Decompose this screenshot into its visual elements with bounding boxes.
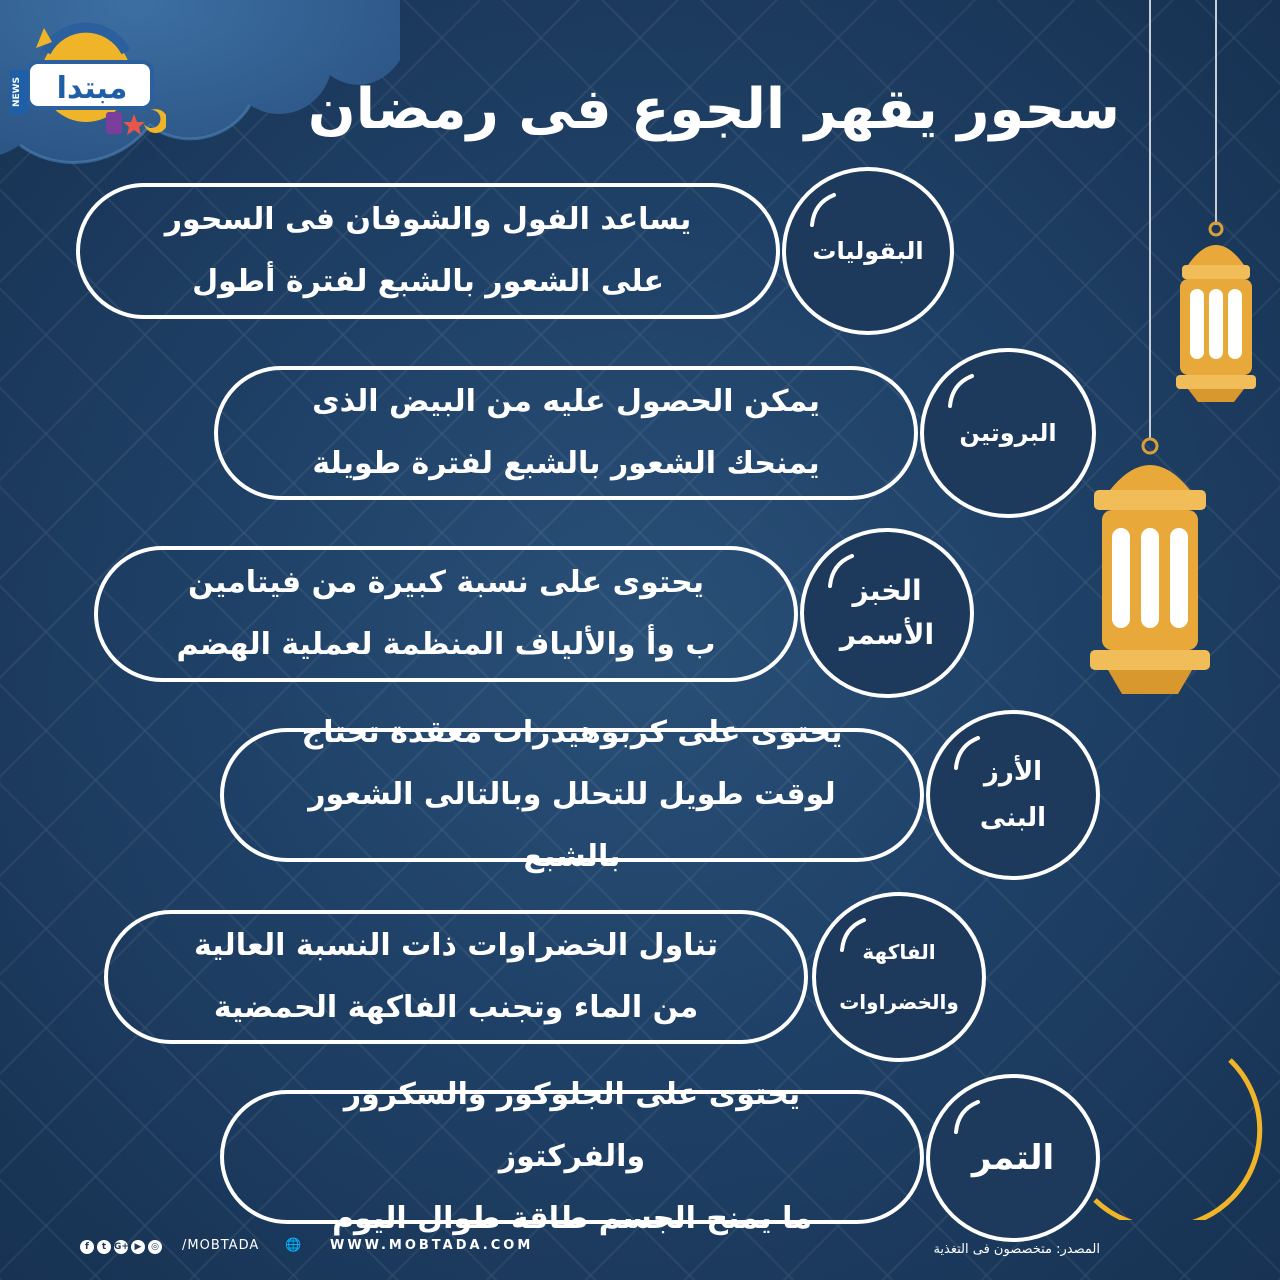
- globe-icon: 🌐: [285, 1238, 302, 1253]
- item-label: البقوليات: [812, 237, 924, 265]
- svg-text:مبتدا: مبتدا: [56, 71, 128, 106]
- item-description: يحتوى على كربوهيدرات معقدة تحتاج لوقت طويل للتحلل وبالتالى الشعور بالشبع: [220, 728, 924, 862]
- item-description: تناول الخضراوات ذات النسبة العالية من الماء وتجنب الفاكهة الحمضية: [104, 910, 808, 1044]
- item-label-line1: الأرز: [983, 757, 1043, 787]
- page-title: سحور يقهر الجوع فى رمضان: [307, 77, 1120, 142]
- footer: [0, 1236, 1280, 1266]
- item-description: يحتوى على نسبة كبيرة من فيتامين ب وأ والألياف المنظمة لعملية الهضم: [94, 546, 798, 682]
- item-description: يساعد الفول والشوفان فى السحور على الشعور بالشبع لفترة أطول: [76, 183, 780, 319]
- social-handle: /MOBTADA: [182, 1238, 260, 1253]
- item-label-line1: الخبز: [852, 574, 922, 607]
- accent-arc-icon: [942, 370, 982, 410]
- item-label-circle: [926, 710, 1100, 880]
- facebook-icon[interactable]: f: [80, 1240, 94, 1254]
- accent-arc-icon: [822, 550, 862, 590]
- item-description: يحتوى على الجلوكوز والسكروز والفركتوز ما يمنح الجسم طاقة طوال اليوم: [220, 1090, 924, 1224]
- item-label-line2: الأسمر: [839, 618, 935, 651]
- item-label: التمر: [971, 1138, 1055, 1178]
- social-icons: [80, 1240, 162, 1254]
- mobtada-logo: [6, 22, 166, 142]
- item-label-circle: [782, 167, 954, 335]
- item-label-circle: [920, 348, 1096, 518]
- source-credit: المصدر: متخصصون فى التغذية: [933, 1242, 1100, 1257]
- accent-arc-icon: [948, 732, 988, 772]
- google-plus-icon[interactable]: G+: [114, 1242, 129, 1252]
- crescent-moon-decoration: [1090, 1050, 1280, 1220]
- svg-text:NEWS: NEWS: [12, 76, 22, 108]
- accent-arc-icon: [834, 914, 874, 954]
- lantern-large-decoration: [1080, 0, 1220, 710]
- item-label-circle: [926, 1074, 1100, 1242]
- item-label: البروتين: [959, 419, 1057, 447]
- instagram-icon[interactable]: ◎: [148, 1240, 162, 1254]
- item-description: يمكن الحصول عليه من البيض الذى يمنحك الشعور بالشبع لفترة طويلة: [214, 366, 918, 500]
- website-url: WWW.MOBTADA.COM: [330, 1238, 534, 1253]
- accent-arc-icon: [804, 189, 844, 229]
- twitter-icon[interactable]: t: [97, 1240, 111, 1254]
- item-label-circle: [800, 528, 974, 698]
- item-label-line2: والخضراوات: [839, 990, 959, 1014]
- youtube-icon[interactable]: ▶: [131, 1240, 145, 1254]
- accent-arc-icon: [948, 1096, 988, 1136]
- item-label-line1: الفاكهة: [862, 940, 936, 964]
- item-label-circle: [812, 892, 986, 1062]
- item-label-line2: البنى: [979, 803, 1047, 833]
